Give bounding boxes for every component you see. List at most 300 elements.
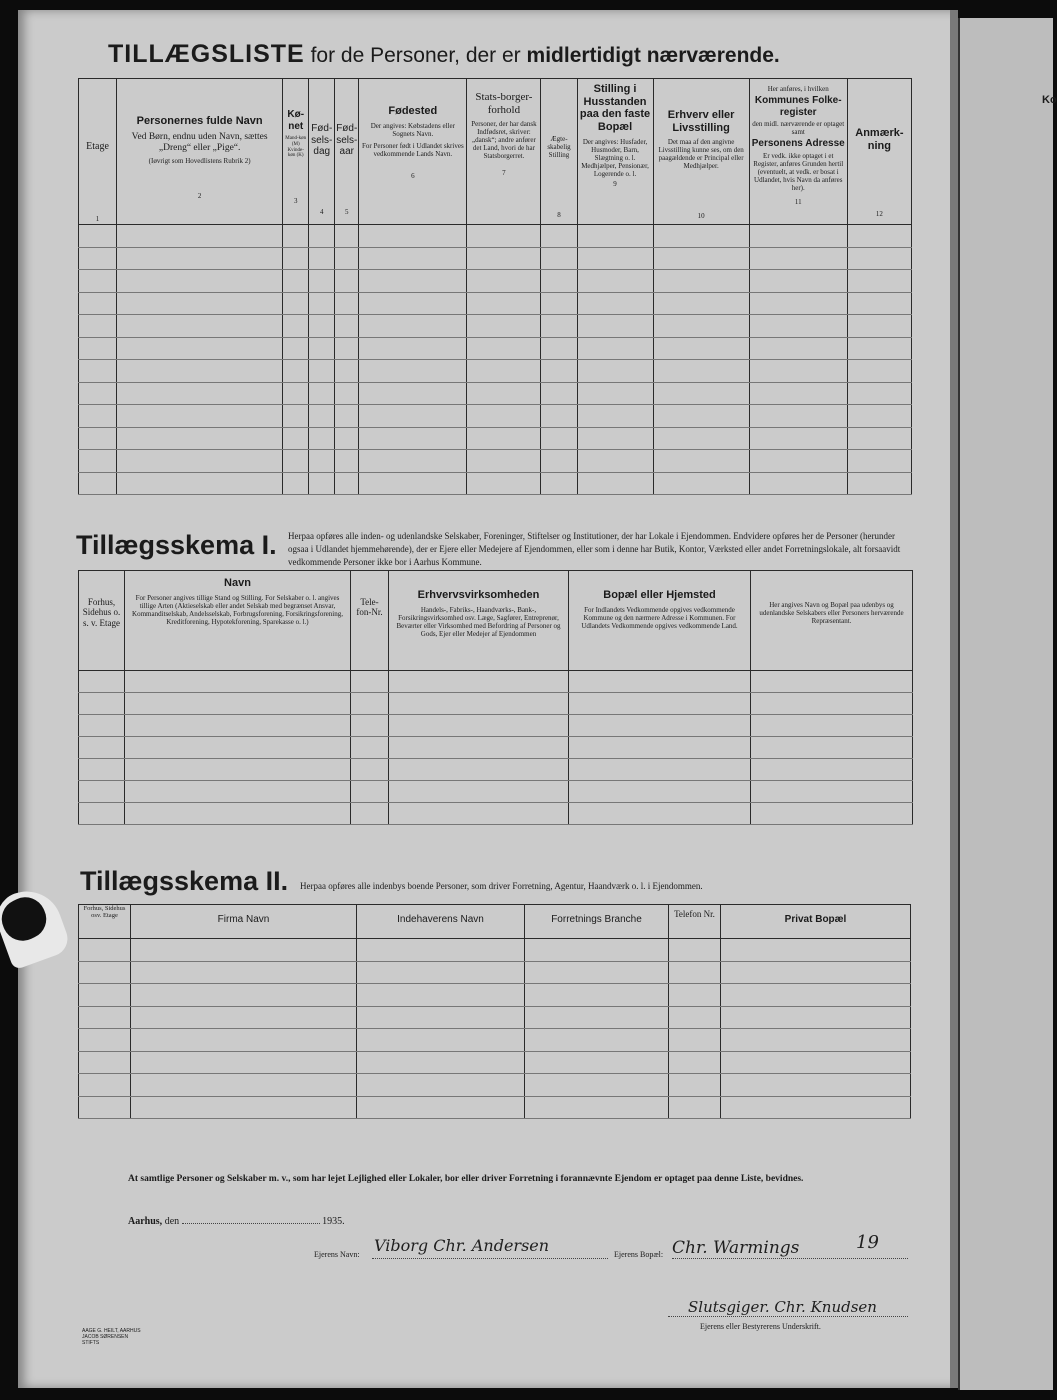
table-cell <box>79 961 131 984</box>
table-cell <box>359 315 467 338</box>
table-row <box>79 247 912 270</box>
table-cell <box>751 715 913 737</box>
table-cell <box>669 1051 721 1074</box>
table-cell <box>359 450 467 473</box>
table-cell <box>335 225 359 248</box>
table-cell <box>79 405 117 428</box>
table-cell <box>283 360 309 383</box>
table-cell <box>541 427 577 450</box>
table-cell <box>359 225 467 248</box>
next-page-edge <box>958 18 1057 1390</box>
table-cell <box>131 984 357 1007</box>
table-cell <box>359 360 467 383</box>
table-cell <box>467 292 541 315</box>
table-cell <box>389 803 569 825</box>
s1-col-repraesentant: Her angives Navn og Bopæl paa udenbys og udenlandske Selskabers eller Personers herværende Repræsentant. <box>751 571 913 671</box>
table-cell <box>525 939 669 962</box>
owner-name-label: Ejerens Navn: <box>314 1250 360 1259</box>
table-row <box>79 382 912 405</box>
table-cell <box>847 337 911 360</box>
table-cell <box>335 292 359 315</box>
table-row <box>79 671 913 693</box>
table-cell <box>125 737 351 759</box>
s2-col-telefon: Telefon Nr. <box>669 905 721 939</box>
table-row <box>79 1074 911 1097</box>
s2-col-branche: Forretnings Branche <box>525 905 669 939</box>
table-cell <box>751 693 913 715</box>
s2-col-firma: Firma Navn <box>131 905 357 939</box>
table-cell <box>669 1006 721 1029</box>
table-cell <box>79 715 125 737</box>
table-cell <box>357 939 525 962</box>
table-cell <box>467 270 541 293</box>
table-cell <box>721 1006 911 1029</box>
table-cell <box>721 1074 911 1097</box>
skema2-text: Herpaa opføres alle indenbys boende Personer, som driver Forretning, Agentur, Haandværk o. l. i Ejendommen. <box>300 881 703 891</box>
date-line <box>128 1216 345 1227</box>
signature-label: Ejerens eller Bestyrerens Underskrift. <box>700 1322 821 1331</box>
table-cell <box>569 737 751 759</box>
tillaegsliste-rows <box>79 225 912 495</box>
table-cell <box>721 961 911 984</box>
table-cell <box>847 450 911 473</box>
table-cell <box>721 939 911 962</box>
table-cell <box>577 360 653 383</box>
city: Aarhus, <box>128 1216 163 1227</box>
table-cell <box>721 1096 911 1119</box>
table-cell <box>79 1051 131 1074</box>
table-row <box>79 450 912 473</box>
table-cell <box>309 247 335 270</box>
table-cell <box>653 382 749 405</box>
table-cell <box>653 315 749 338</box>
signature-line <box>668 1316 908 1317</box>
table-cell <box>525 984 669 1007</box>
table-cell <box>577 337 653 360</box>
table-row <box>79 315 912 338</box>
printer-mark: AAGE G. HEILT, AARHUS JACOB SØRENSEN STIFTS <box>82 1328 141 1346</box>
table-cell <box>357 1074 525 1097</box>
table-row <box>79 1029 911 1052</box>
table-row <box>79 225 912 248</box>
table-row <box>79 405 912 428</box>
table-cell <box>569 693 751 715</box>
table-cell <box>467 225 541 248</box>
den-label: den <box>164 1216 180 1227</box>
table-cell <box>749 382 847 405</box>
book-spine <box>950 10 958 1388</box>
table-row <box>79 939 911 962</box>
table-cell <box>467 360 541 383</box>
table-cell <box>749 450 847 473</box>
table-cell <box>79 382 117 405</box>
table-cell <box>117 337 283 360</box>
table-cell <box>283 472 309 495</box>
owner-signature: Slutsgiger. Chr. Knudsen <box>688 1298 877 1316</box>
table-cell <box>79 427 117 450</box>
table-cell <box>335 360 359 383</box>
table-cell <box>569 803 751 825</box>
table-cell <box>79 337 117 360</box>
table-cell <box>541 270 577 293</box>
table-cell <box>335 315 359 338</box>
table-cell <box>525 1096 669 1119</box>
table-cell <box>351 737 389 759</box>
table-cell <box>117 247 283 270</box>
table-row <box>79 1006 911 1029</box>
table-cell <box>467 450 541 473</box>
table-cell <box>577 315 653 338</box>
table-cell <box>117 382 283 405</box>
table-cell <box>653 405 749 428</box>
table-cell <box>577 405 653 428</box>
table-cell <box>389 715 569 737</box>
owner-name-handwriting: Viborg Chr. Andersen <box>374 1236 550 1255</box>
table-cell <box>467 337 541 360</box>
table-cell <box>653 247 749 270</box>
table-cell <box>525 1051 669 1074</box>
table-cell <box>653 292 749 315</box>
table-cell <box>335 427 359 450</box>
table-cell <box>749 472 847 495</box>
table-cell <box>525 1006 669 1029</box>
table-cell <box>749 405 847 428</box>
table-cell <box>751 737 913 759</box>
table-cell <box>721 1051 911 1074</box>
table-cell <box>847 405 911 428</box>
s1-col-erhverv: Erhvervsvirksomheden Handels-, Fabriks-, Haandværks-, Bank-, Forsikringsvirksomhed osv. Læge, Sagfører, Entreprenør, Beværter eller Virksomhed med Befordring af Personer og Gods, Ejer eller Medejer af Ejendommen <box>389 571 569 671</box>
table-cell <box>751 803 913 825</box>
table-cell <box>541 247 577 270</box>
table-cell <box>749 247 847 270</box>
table-cell <box>467 472 541 495</box>
table-cell <box>577 292 653 315</box>
table-cell <box>749 315 847 338</box>
title-end: midlertidigt nærværende. <box>526 44 780 67</box>
table-cell <box>125 671 351 693</box>
table-cell <box>131 939 357 962</box>
table-cell <box>467 247 541 270</box>
table-cell <box>359 247 467 270</box>
table-row <box>79 984 911 1007</box>
table-cell <box>309 315 335 338</box>
table-cell <box>283 225 309 248</box>
table-cell <box>351 781 389 803</box>
table-cell <box>117 360 283 383</box>
table-cell <box>749 292 847 315</box>
table-cell <box>117 450 283 473</box>
table-cell <box>79 315 117 338</box>
table-cell <box>749 270 847 293</box>
table-cell <box>467 427 541 450</box>
table-cell <box>569 781 751 803</box>
table-cell <box>357 1096 525 1119</box>
table-cell <box>359 405 467 428</box>
table-row <box>79 781 913 803</box>
skema1-rows <box>79 671 913 825</box>
table-cell <box>669 961 721 984</box>
table-cell <box>117 405 283 428</box>
table-cell <box>335 337 359 360</box>
table-cell <box>577 382 653 405</box>
table-cell <box>847 315 911 338</box>
owner-name-line <box>372 1258 608 1259</box>
table-cell <box>357 961 525 984</box>
table-cell <box>847 472 911 495</box>
table-cell <box>79 247 117 270</box>
table-cell <box>79 781 125 803</box>
table-cell <box>351 671 389 693</box>
title-bold: TILLÆGSLISTE <box>108 40 305 68</box>
table-cell <box>847 360 911 383</box>
s2-col-etage: Forhus, Sidehus osv. Etage <box>79 905 131 939</box>
table-cell <box>309 292 335 315</box>
table-cell <box>79 693 125 715</box>
table-cell <box>283 382 309 405</box>
table-cell <box>79 1096 131 1119</box>
s2-col-bopael: Privat Bopæl <box>721 905 911 939</box>
table-cell <box>309 405 335 428</box>
table-cell <box>847 382 911 405</box>
table-row <box>79 337 912 360</box>
table-cell <box>467 405 541 428</box>
table-cell <box>749 360 847 383</box>
table-cell <box>653 337 749 360</box>
table-cell <box>541 360 577 383</box>
table-cell <box>309 382 335 405</box>
table-cell <box>125 693 351 715</box>
table-cell <box>79 1029 131 1052</box>
table-row <box>79 715 913 737</box>
table-cell <box>669 984 721 1007</box>
table-cell <box>357 1006 525 1029</box>
owner-address-line <box>672 1258 908 1259</box>
table-cell <box>749 427 847 450</box>
table-row <box>79 1096 911 1119</box>
table-cell <box>283 405 309 428</box>
table-cell <box>335 472 359 495</box>
table-cell <box>79 759 125 781</box>
col-folkeregister: Her anføres, i hvilken Kommunes Folke-register den midl. nærværende er optaget samt Personens Adresse Er vedk. ikke optaget i et Register, anføres Grunden hertil (eventuelt, at vedk. er bosat i Udlandet, hvis Navn da anføres her). 11 <box>749 79 847 225</box>
table-cell <box>847 292 911 315</box>
table-cell <box>577 450 653 473</box>
table-cell <box>653 270 749 293</box>
table-row <box>79 759 913 781</box>
table-cell <box>351 693 389 715</box>
table-cell <box>359 270 467 293</box>
table-cell <box>751 671 913 693</box>
table-cell <box>389 737 569 759</box>
table-cell <box>79 939 131 962</box>
skema2-rows <box>79 939 911 1119</box>
table-cell <box>669 939 721 962</box>
col-statsborger: Stats-borger-forhold Personer, der har dansk Indfødsret, skriver: „dansk“; andre anfører det Land, hvori de har Statsborgerret. 7 <box>467 79 541 225</box>
table-cell <box>79 1006 131 1029</box>
table-cell <box>653 450 749 473</box>
table-cell <box>577 247 653 270</box>
table-cell <box>389 693 569 715</box>
table-cell <box>653 472 749 495</box>
table-cell <box>125 781 351 803</box>
tillaegsliste-title <box>108 40 780 69</box>
table-cell <box>283 337 309 360</box>
table-cell <box>125 715 351 737</box>
table-cell <box>751 781 913 803</box>
skema1-table <box>78 570 913 825</box>
col-stilling: Stilling i Husstanden paa den faste Bopæl Der angives: Husfader, Husmoder, Barn, Slægtning o. l. Medhjælper, Pensionær, Logerende o. l. 9 <box>577 79 653 225</box>
table-cell <box>351 715 389 737</box>
table-cell <box>131 1074 357 1097</box>
table-cell <box>117 472 283 495</box>
table-cell <box>721 984 911 1007</box>
table-cell <box>525 1074 669 1097</box>
table-cell <box>569 715 751 737</box>
table-cell <box>125 803 351 825</box>
table-cell <box>309 427 335 450</box>
table-cell <box>79 225 117 248</box>
table-cell <box>357 984 525 1007</box>
table-cell <box>79 292 117 315</box>
table-cell <box>283 427 309 450</box>
table-cell <box>357 1051 525 1074</box>
table-cell <box>359 337 467 360</box>
col-fodselsdag: Fød-sels-dag 4 <box>309 79 335 225</box>
table-cell <box>117 292 283 315</box>
col-aegteskab: Ægte-skabelig Stilling 8 <box>541 79 577 225</box>
table-cell <box>131 1096 357 1119</box>
col-fodselsaar: Fød-sels-aar 5 <box>335 79 359 225</box>
s2-col-indehaver: Indehaverens Navn <box>357 905 525 939</box>
table-cell <box>283 247 309 270</box>
table-cell <box>79 984 131 1007</box>
table-row <box>79 270 912 293</box>
date-field <box>182 1223 320 1224</box>
table-cell <box>389 671 569 693</box>
table-cell <box>541 292 577 315</box>
table-row <box>79 961 911 984</box>
next-page-fragment: Ko <box>1042 94 1057 106</box>
s1-col-navn: Navn For Personer angives tillige Stand og Stilling. For Selskaber o. l. angives tillige Arten (Aktieselskab eller andet Selskab med begrænset Ansvar, Kommanditselskab, Andelsselskab, Forbrugsforening, Forsikringsforening, Kreditforening, Hypotekforening, Sparekasse o. l.) <box>125 571 351 671</box>
table-cell <box>669 1074 721 1097</box>
table-cell <box>541 225 577 248</box>
table-cell <box>847 427 911 450</box>
s1-col-bopael: Bopæl eller Hjemsted For Indlandets Vedkommende opgives vedkommende Kommune og den nærmere Adresse i Kommunen. For Udlandets Vedkommende opgives vedkommende Land. <box>569 571 751 671</box>
table-cell <box>359 427 467 450</box>
table-cell <box>79 1074 131 1097</box>
table-cell <box>335 382 359 405</box>
table-cell <box>569 759 751 781</box>
table-cell <box>125 759 351 781</box>
table-row <box>79 1051 911 1074</box>
table-cell <box>309 337 335 360</box>
table-cell <box>359 472 467 495</box>
skema2-title: Tillægsskema II. <box>80 866 289 896</box>
table-cell <box>117 270 283 293</box>
table-cell <box>577 225 653 248</box>
table-cell <box>653 427 749 450</box>
table-cell <box>79 270 117 293</box>
table-cell <box>389 759 569 781</box>
table-cell <box>79 737 125 759</box>
table-cell <box>357 1029 525 1052</box>
table-cell <box>467 315 541 338</box>
skema2-table <box>78 904 911 1119</box>
table-cell <box>79 472 117 495</box>
table-row <box>79 803 913 825</box>
table-cell <box>541 450 577 473</box>
table-cell <box>335 270 359 293</box>
table-cell <box>467 382 541 405</box>
table-cell <box>283 315 309 338</box>
skema1-title: Tillægsskema I. <box>76 530 277 560</box>
table-cell <box>541 315 577 338</box>
table-cell <box>117 225 283 248</box>
s1-col-telefon: Tele-fon-Nr. <box>351 571 389 671</box>
table-cell <box>721 1029 911 1052</box>
table-cell <box>309 472 335 495</box>
table-cell <box>577 427 653 450</box>
table-cell <box>79 360 117 383</box>
table-cell <box>131 1029 357 1052</box>
table-cell <box>669 1029 721 1052</box>
declaration: At samtlige Personer og Selskaber m. v., som har lejet Lejlighed eller Lokaler, bor eller driver Forretning i forannævnte Ejendom er optaget paa denne Liste, bevidnes. <box>128 1174 804 1184</box>
table-row <box>79 427 912 450</box>
col-navn: Personernes fulde Navn Ved Børn, endnu uden Navn, sættes „Dreng“ eller „Pige“. (Iøvrigt som Hovedlistens Rubrik 2) 2 <box>117 79 283 225</box>
table-cell <box>335 450 359 473</box>
s1-col-etage: Forhus, Sidehus o. s. v. Etage <box>79 571 125 671</box>
table-cell <box>389 781 569 803</box>
year: 1935. <box>322 1216 345 1227</box>
col-erhverv: Erhverv eller Livsstilling Det maa af den angivne Livsstilling kunne ses, om den paagældende er Principal eller Medhjælper. 10 <box>653 79 749 225</box>
table-cell <box>309 360 335 383</box>
table-cell <box>749 225 847 248</box>
table-cell <box>79 803 125 825</box>
col-kon: Kø-net Mand-køn (M) Kvinde-køn (K) 3 <box>283 79 309 225</box>
table-cell <box>283 450 309 473</box>
table-cell <box>847 247 911 270</box>
table-cell <box>359 292 467 315</box>
table-cell <box>541 337 577 360</box>
table-cell <box>541 405 577 428</box>
table-cell <box>283 292 309 315</box>
table-cell <box>309 270 335 293</box>
tillaegsliste-table <box>78 78 912 495</box>
owner-address-number: 19 <box>856 1232 879 1253</box>
table-cell <box>359 382 467 405</box>
title-rest: for de Personer, der er <box>310 44 521 67</box>
table-cell <box>541 472 577 495</box>
table-cell <box>525 961 669 984</box>
table-cell <box>525 1029 669 1052</box>
table-cell <box>577 270 653 293</box>
table-row <box>79 360 912 383</box>
table-cell <box>351 759 389 781</box>
skema1-text: Herpaa opføres alle inden- og udenlandske Selskaber, Foreninger, Stiftelser og Institutioner, der har Lokale i Ejendommen. Endvidere opføres her de Personer (herunder ogsaa i Udlandet hjemmehørende), der er Ejere eller Medejere af Ejendommen, eller som i denne har Butik, Kontor, Værksted eller andet Forretningslokale, alt forsaavidt vedkommende Personer ikke bor i Aarhus Kommune. <box>288 531 901 567</box>
owner-address-handwriting: Chr. Warmings <box>672 1238 800 1258</box>
table-cell <box>351 803 389 825</box>
table-cell <box>541 382 577 405</box>
table-cell <box>309 450 335 473</box>
table-cell <box>653 360 749 383</box>
table-cell <box>79 671 125 693</box>
owner-address-label: Ejerens Bopæl: <box>614 1250 664 1259</box>
table-cell <box>131 1051 357 1074</box>
table-row <box>79 472 912 495</box>
table-cell <box>131 1006 357 1029</box>
table-cell <box>569 671 751 693</box>
table-row <box>79 737 913 759</box>
table-cell <box>309 225 335 248</box>
